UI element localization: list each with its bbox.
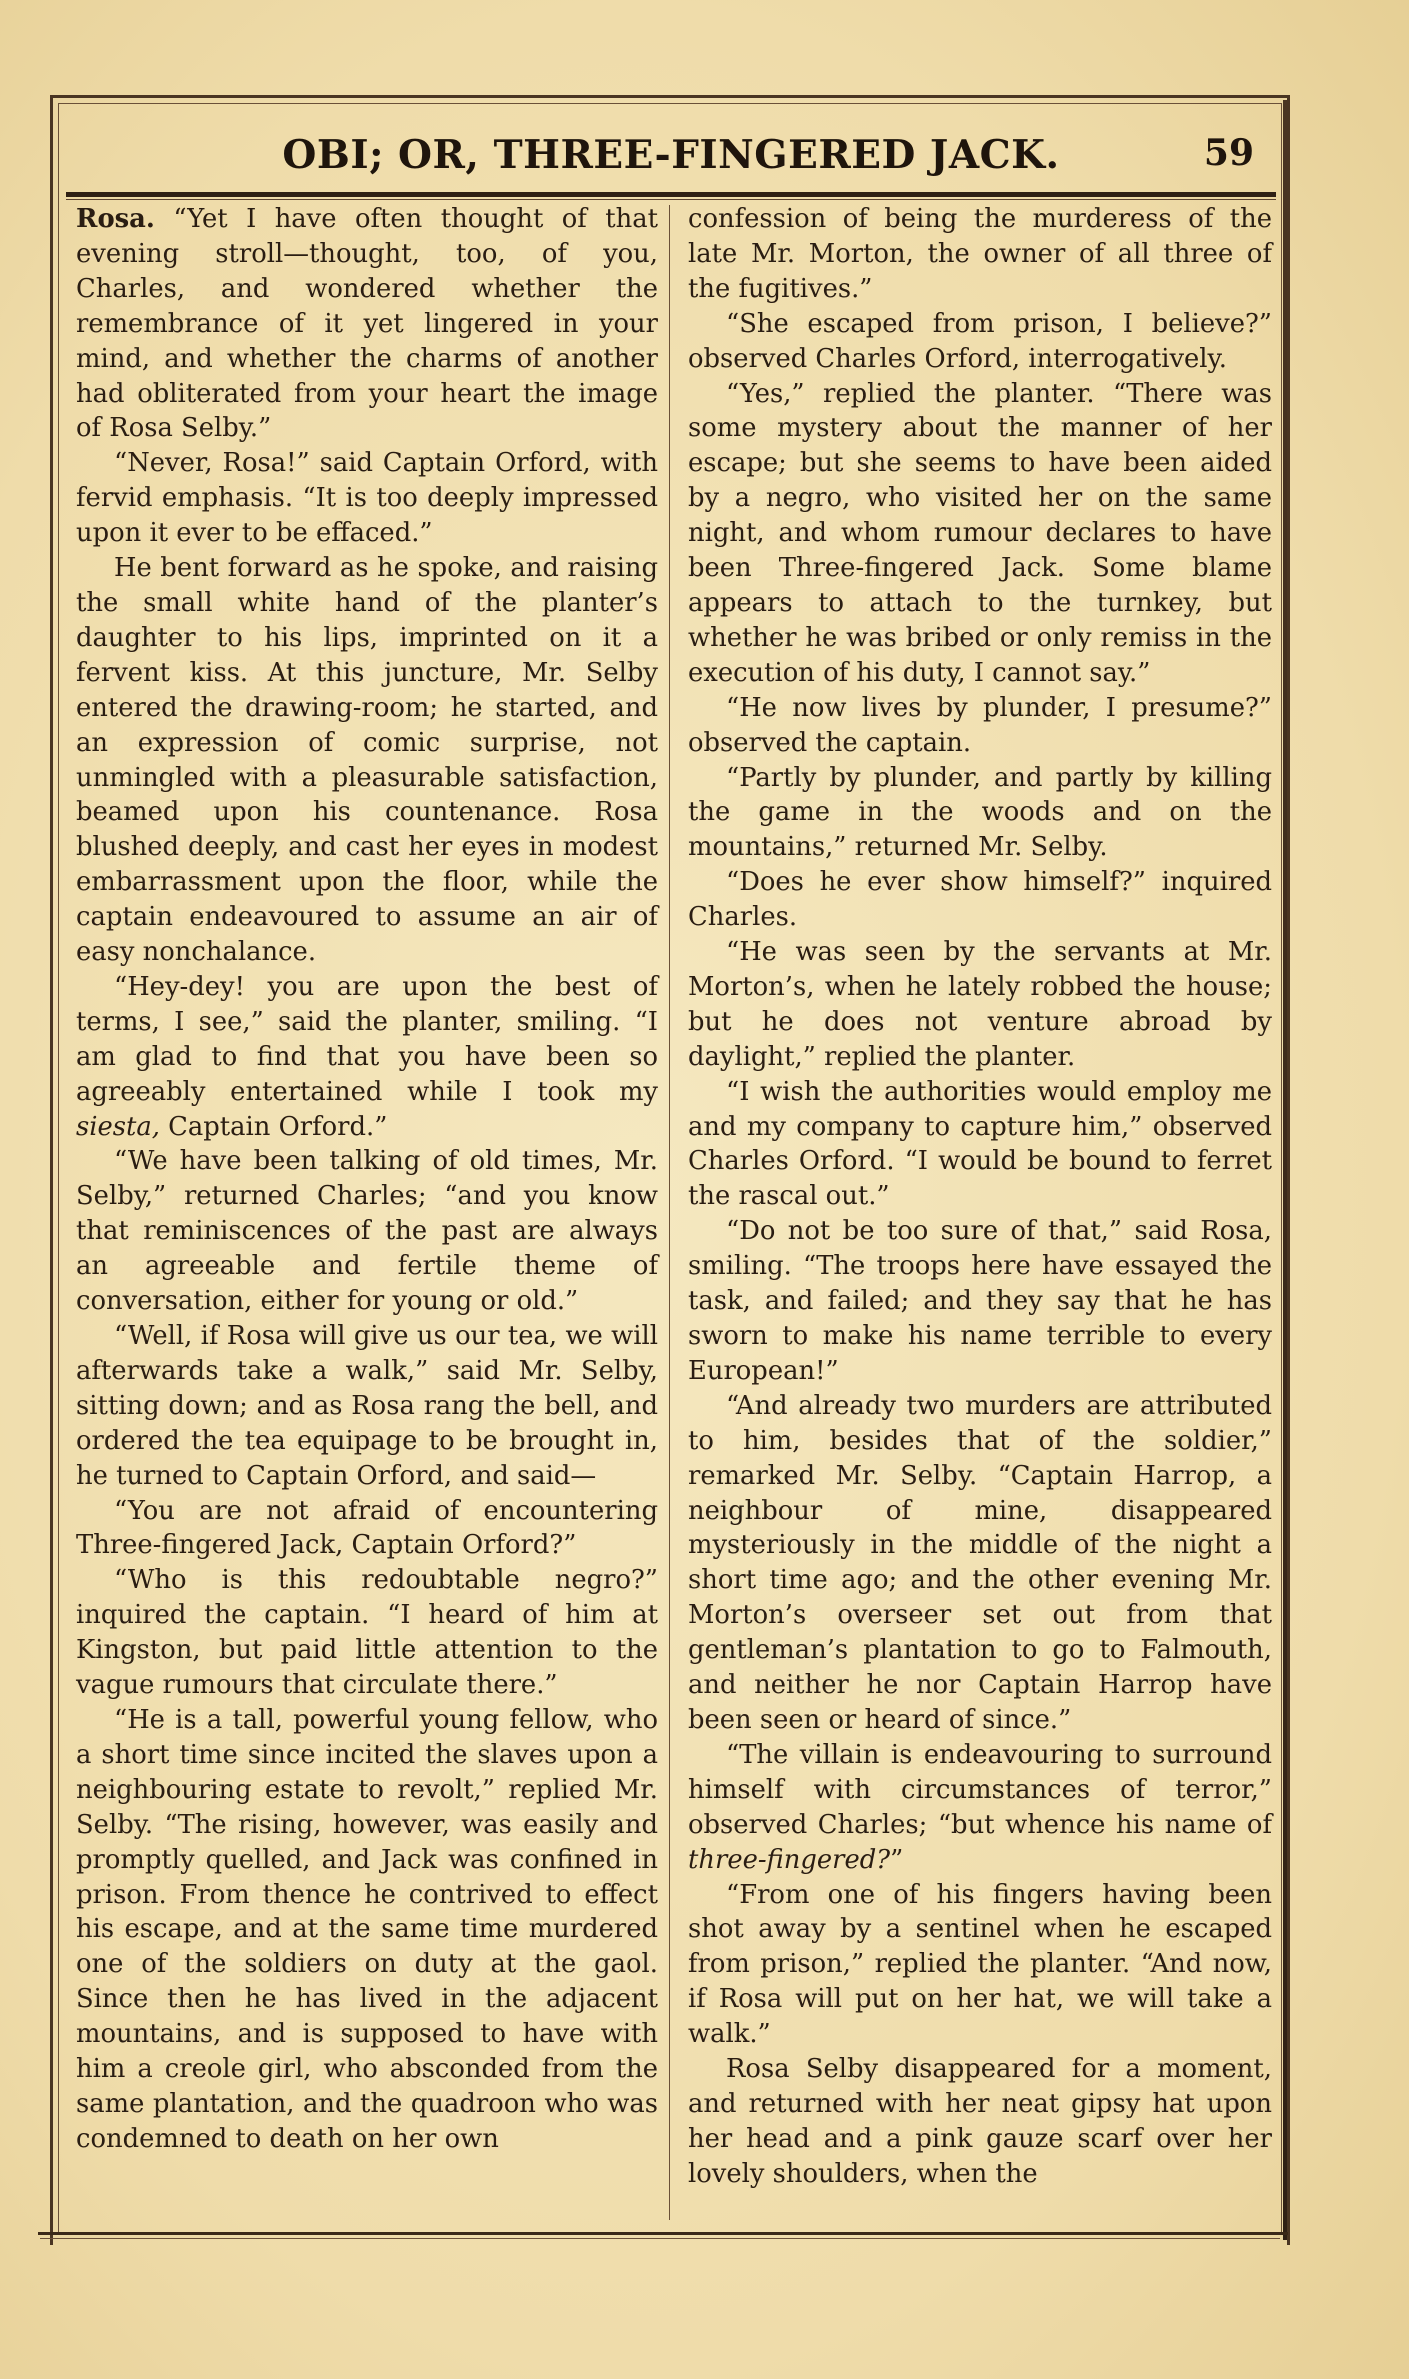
footer-rule-thin	[40, 2238, 1280, 2239]
paragraph: “You are not afraid of encountering Three-fingered Jack, Captain Orford?”	[76, 1495, 658, 1561]
column-divider	[669, 205, 670, 2220]
italic-word: siesta,	[76, 1111, 160, 1142]
paragraph: “Well, if Rosa will give us our tea, we will afterwards take a walk,” said Mr. Selby, sitting down; and as Rosa rang the bell, and ordered the tea equipage to be brought in, he turned to Captain Orford, and said—	[76, 1321, 658, 1491]
paragraph: “She escaped from prison, I believe?” observed Charles Orford, interrogatively.	[688, 308, 1272, 374]
paragraph-text: Captain Orford.”	[168, 1111, 388, 1142]
paragraph: He bent forward as he spoke, and raising the small white hand of the planter’s daughter to his lips, imprinted on it a fervent kiss. At this juncture, Mr. Selby entered the drawing-room; he started, and an expression of comic surprise, not unmingled with a pleasurable satisfaction, beamed upon his countenance. Rosa blushed deeply, and cast her eyes in modest embarrassment upon the floor, while the captain endeavoured to assume an air of easy nonchalance.	[76, 553, 658, 968]
right-column	[688, 202, 1272, 2192]
paragraph: “He was seen by the servants at Mr. Morton’s, when he lately robbed the house; but he does not venture abroad by daylight,” replied the planter.	[688, 937, 1272, 1072]
paragraph: “Do not be too sure of that,” said Rosa, smiling. “The troops here have essayed the task, and failed; and they say that he has sworn to make his name terrible to every European!”	[688, 1216, 1272, 1386]
paragraph	[76, 202, 658, 446]
speaker-label: Rosa.	[76, 204, 155, 234]
paragraph: “He now lives by plunder, I presume?” observed the captain.	[688, 692, 1272, 758]
header-rule-thin	[66, 199, 1276, 200]
paragraph: “Never, Rosa!” said Captain Orford, with fervid emphasis. “It is too deeply impressed upon it ever to be effaced.”	[76, 448, 658, 549]
paragraph: “Partly by plunder, and partly by killing the game in the woods and on the mountains,” returned Mr. Selby.	[688, 762, 1272, 863]
paragraph: “I wish the authorities would employ me and my company to capture him,” observed Charles Orford. “I would be bound to ferret the rascal out.”	[688, 1076, 1272, 1212]
paragraph: “We have been talking of old times, Mr. Selby,” returned Charles; “and you know that reminiscences of the past are always an agreeable and fertile theme of conversation, either for young or old.”	[76, 1146, 658, 1317]
paragraph: “From one of his fingers having been shot away by a sentinel when he escaped from prison,” replied the planter. “And now, if Rosa will put on her hat, we will take a walk.”	[688, 1879, 1272, 2050]
paragraph: “Who is this redoubtable negro?” inquired the captain. “I heard of him at Kingston, but paid little attention to the vague rumours that circulate there.”	[76, 1565, 658, 1701]
italic-word: three-fingered?	[688, 1844, 891, 1875]
paragraph: “Does he ever show himself?” inquired Charles.	[688, 867, 1272, 933]
page-number: 59	[1203, 132, 1254, 174]
paragraph	[688, 1738, 1272, 1878]
footer-rule	[38, 2232, 1288, 2235]
paragraph: Rosa Selby disappeared for a moment, and returned with her neat gipsy hat upon her head and a pink gauze scarf over her lovely shoulders, when the	[688, 2054, 1272, 2189]
paragraph-text: “Yet I have often thought of that evening stroll—thought, too, of you, Charles, and wondered whether the remembrance of it yet lingered in your mind, and whether the charms of another had obliterated from your heart the image of Rosa Selby.”	[76, 204, 658, 444]
running-header	[60, 128, 1282, 188]
paragraph	[76, 970, 658, 1145]
left-column	[76, 202, 658, 2157]
paragraph-text: “Hey-dey! you are upon the best of terms, I see,” said the planter, smiling. “I am glad to find that you have been so agreeably entertained while I took my	[76, 971, 658, 1107]
paragraph: “And already two murders are attributed to him, besides that of the soldier,” remarked Mr. Selby. “Captain Harrop, a neighbour of mine, disappeared mysteriously in the middle of the night a short time ago; and the other evening Mr. Morton’s overseer set out from that gentleman’s plantation to go to Falmouth, and neither he nor Captain Harrop have been seen or heard of since.”	[688, 1390, 1272, 1735]
paragraph: confession of being the murderess of the late Mr. Morton, the owner of all three of the fugitives.”	[688, 204, 1272, 304]
running-title: OBI; OR, THREE-FINGERED JACK.	[282, 132, 1060, 178]
paragraph: “He is a tall, powerful young fellow, who a short time since incited the slaves upon a neighbouring estate to revolt,” replied Mr. Selby. “The rising, however, was easily and promptly quelled, and Jack was confined in prison. From thence he contrived to effect his escape, and at the same time murdered one of the soldiers on duty at the gaol. Since then he has lived in the adjacent mountains, and is supposed to have with him a creole girl, who absconded from the same plantation, and the quadroon who was condemned to death on her own	[76, 1704, 658, 2154]
page-edge-rule	[1283, 100, 1287, 2240]
paragraph-text: “The villain is endeavouring to surround himself with circumstances of terror,” observed Charles; “but whence his name of	[688, 1739, 1272, 1840]
paragraph: “Yes,” replied the planter. “There was some mystery about the manner of her escape; but she seems to have been aided by a negro, who visited her on the same night, and whom rumour declares to have been Three-fingered Jack. Some blame appears to attach to the turnkey, but whether he was bribed or only remiss in the execution of his duty, I cannot say.”	[688, 378, 1272, 688]
paragraph-text: ”	[890, 1844, 904, 1875]
header-rule	[66, 192, 1276, 197]
